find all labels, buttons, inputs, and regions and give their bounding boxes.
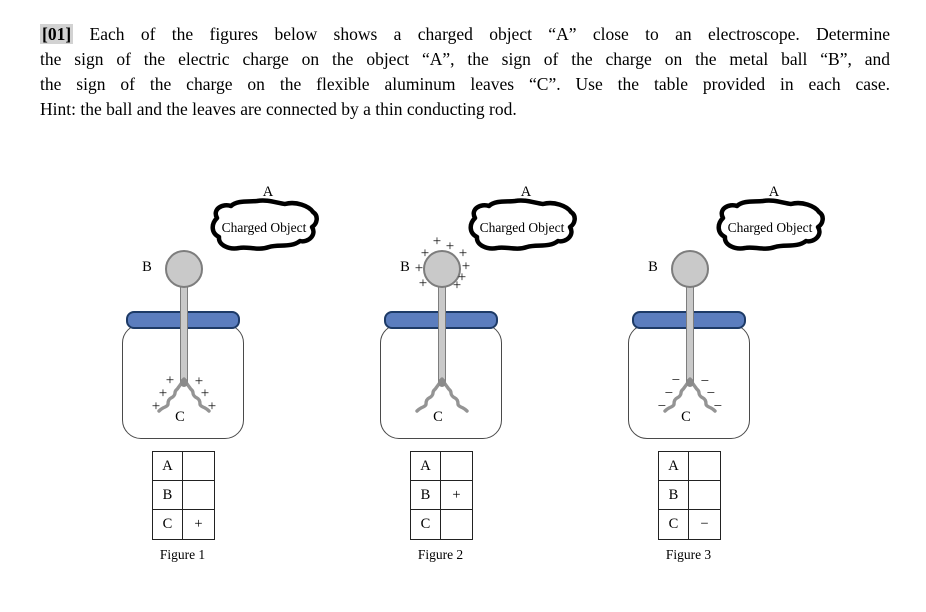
charge-sign: − <box>700 373 710 390</box>
charge-sign: + <box>200 385 210 402</box>
conducting-rod <box>180 285 188 384</box>
problem-line-1-text: Each of the figures below shows a charged object “A” close to an electroscope. Determine <box>89 24 890 44</box>
charge-sign: − <box>671 372 681 389</box>
table-cell-value <box>183 452 214 481</box>
object-a-label: A <box>520 184 532 200</box>
leaves-c-label: C <box>681 409 691 425</box>
figure-caption: Figure 2 <box>417 547 464 562</box>
leaves-c-label: C <box>175 409 185 425</box>
charged-object-text: Charged Object <box>221 220 307 235</box>
table-cell-label: B <box>659 481 689 510</box>
object-a-label: A <box>262 184 274 200</box>
table-cell-value <box>689 452 720 481</box>
conducting-rod <box>686 285 694 384</box>
charge-sign: + <box>457 269 467 286</box>
answer-table-2 <box>410 451 473 540</box>
rod-leaf-junction <box>438 378 446 387</box>
table-cell-value <box>441 452 472 481</box>
problem-line-3: the sign of the charge on the flexible aluminum leaves “C”. Use the table provided in each case. <box>40 74 890 94</box>
charge-sign: + <box>414 260 424 277</box>
table-cell-label: B <box>153 481 183 510</box>
table-cell-value <box>689 481 720 510</box>
table-cell-value <box>183 481 214 510</box>
problem-statement <box>40 22 890 122</box>
charge-sign: + <box>158 385 168 402</box>
table-cell-label: A <box>659 452 689 481</box>
table-cell-label: A <box>411 452 441 481</box>
problem-line-1 <box>40 22 890 47</box>
table-cell-label: C <box>411 510 441 539</box>
charge-sign: + <box>445 238 455 255</box>
charge-sign: + <box>418 275 428 292</box>
answer-table-3 <box>658 451 721 540</box>
ball-b-label: B <box>142 259 152 275</box>
rod-leaf-junction <box>686 378 694 387</box>
charged-object-text: Charged Object <box>727 220 813 235</box>
charged-object-text: Charged Object <box>479 220 565 235</box>
problem-line-4: Hint: the ball and the leaves are connected by a thin conducting rod. <box>40 99 517 119</box>
table-cell-value: + <box>441 481 472 510</box>
problem-line-2: the sign of the electric charge on the object “A”, the sign of the charge on the metal ball “B”, and <box>40 49 890 69</box>
figure-caption: Figure 1 <box>159 547 206 562</box>
charge-sign: + <box>458 245 468 262</box>
charge-sign: + <box>207 398 217 415</box>
object-a-label: A <box>768 184 780 200</box>
problem-number-tag: [01] <box>42 24 72 44</box>
conducting-rod <box>438 285 446 384</box>
charge-sign: + <box>165 372 175 389</box>
figure-caption: Figure 3 <box>665 547 712 562</box>
figure-1 <box>60 183 330 588</box>
table-cell-label: C <box>659 510 689 539</box>
figure-2 <box>318 183 588 588</box>
table-cell-value <box>441 510 472 539</box>
charge-sign: + <box>420 245 430 262</box>
table-cell-label: A <box>153 452 183 481</box>
answer-table-1 <box>152 451 215 540</box>
charge-sign: + <box>194 373 204 390</box>
table-cell-label: C <box>153 510 183 539</box>
table-cell-label: B <box>411 481 441 510</box>
charge-sign: + <box>452 277 462 294</box>
charge-sign: − <box>664 385 674 402</box>
leaves-c-label: C <box>433 409 443 425</box>
figure-3 <box>566 183 836 588</box>
table-cell-value: − <box>700 516 709 532</box>
charge-sign: + <box>151 398 161 415</box>
rod-leaf-junction <box>180 378 188 387</box>
table-cell-value: + <box>194 516 203 532</box>
charge-sign: − <box>657 398 667 415</box>
ball-b-label: B <box>648 259 658 275</box>
metal-ball-b <box>165 250 203 288</box>
metal-ball-b <box>671 250 709 288</box>
charge-sign: − <box>713 398 723 415</box>
charge-sign: + <box>461 258 471 275</box>
ball-b-label: B <box>400 259 410 275</box>
charge-sign: − <box>706 385 716 402</box>
charge-sign: + <box>432 233 442 250</box>
